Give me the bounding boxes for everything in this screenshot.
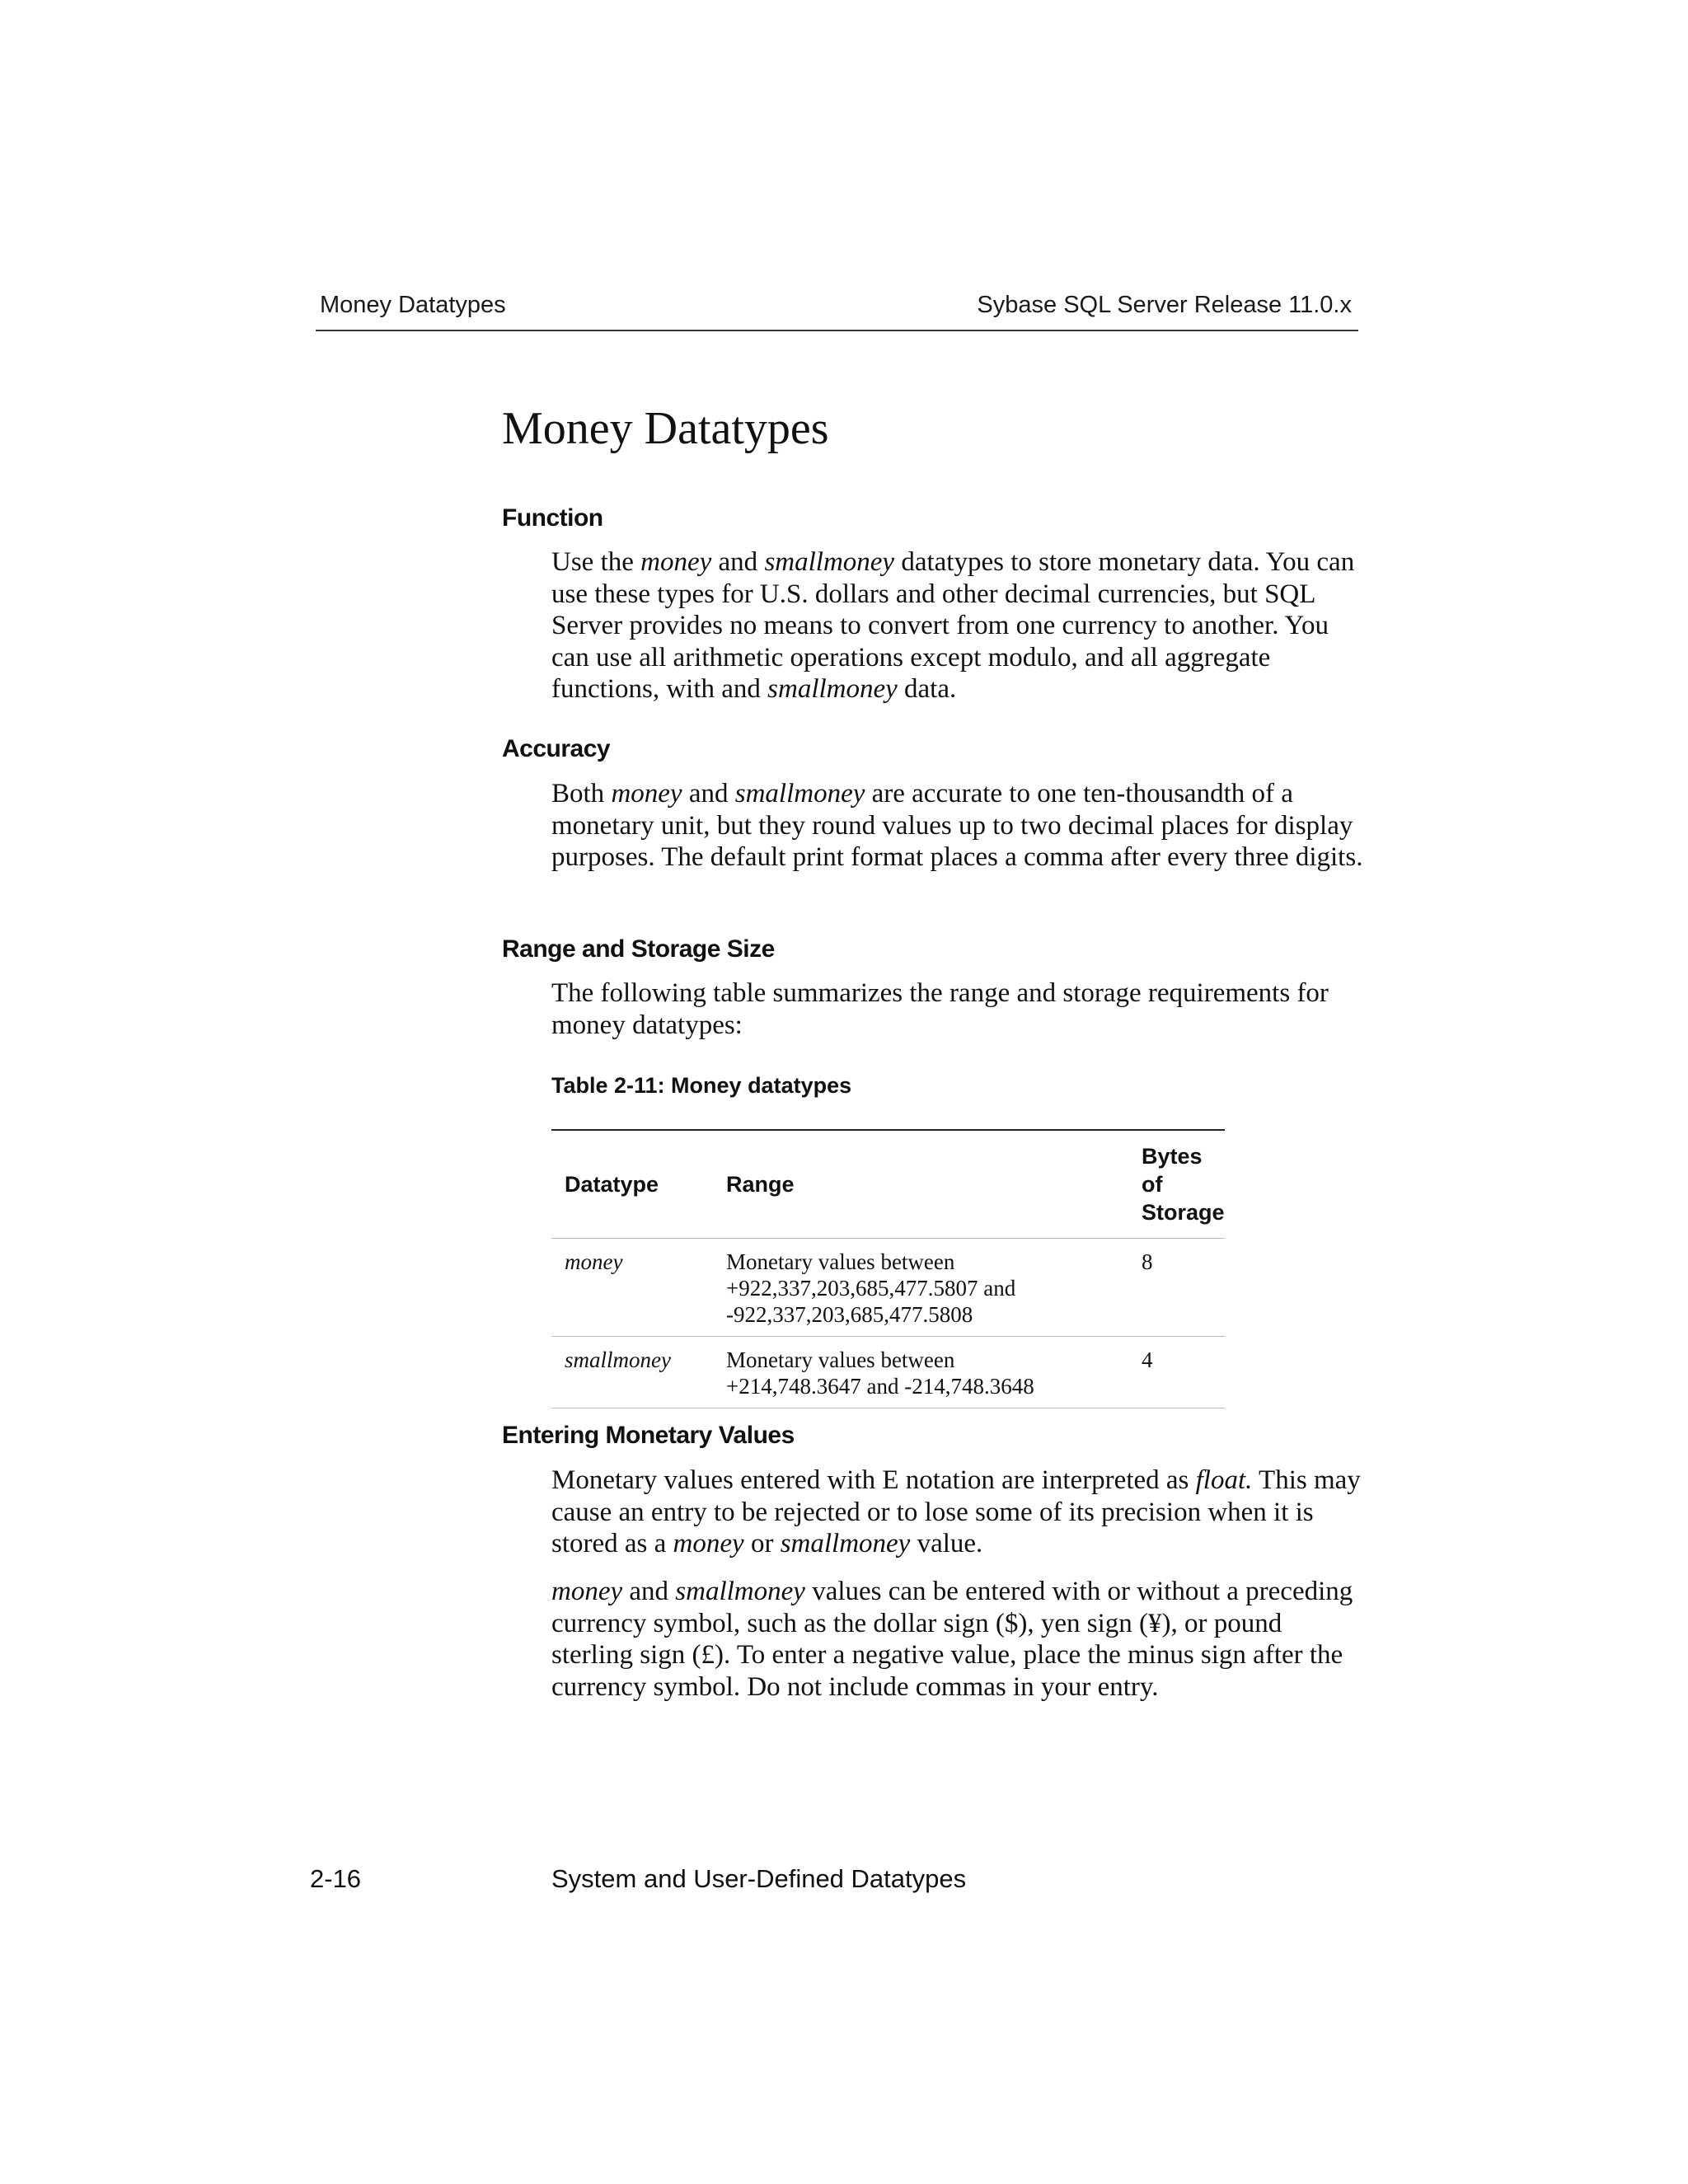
entering-paragraph-1: Monetary values entered with E notation are interpreted as float. This may cause an entry to be rejected or to lose some of its precision when it is stored as a money or smallmoney value. [551,1465,1361,1558]
money-datatypes-table [551,1129,1225,1408]
table-row [551,1239,1225,1337]
running-header [316,290,1358,331]
section-heading-entering-values: Entering Monetary Values [502,1422,795,1449]
cell-bytes: 8 [1142,1249,1153,1274]
cell-range: Monetary values between +214,748.3647 and -214,748.3648 [726,1347,1034,1399]
page-number: 2-16 [310,1864,362,1893]
section-heading-range-storage: Range and Storage Size [502,935,775,963]
column-header-range: Range [726,1172,795,1197]
header-product-release: Sybase SQL Server Release 11.0.x [977,292,1352,318]
page-title: Money Datatypes [502,403,829,454]
column-header-datatype: Datatype [565,1172,659,1197]
footer-chapter-title: System and User-Defined Datatypes [551,1864,967,1893]
cell-bytes: 4 [1142,1347,1153,1372]
table-row [551,1337,1225,1408]
table-header-row [551,1130,1225,1239]
section-heading-function: Function [502,504,603,532]
function-paragraph: Use the money and smallmoney datatypes to store monetary data. You can use these types for U.S. dollars and other decimal currencies, but SQL Server provides no means to convert from one currency to another. You can use all arithmetic operations except modulo, and all aggregate functions, with and smallmoney data. [551,547,1355,704]
table-caption: Table 2-11: Money datatypes [551,1073,852,1098]
header-section-title: Money Datatypes [320,292,506,318]
cell-range: Monetary values between +922,337,203,685,477.5807 and -922,337,203,685,477.5808 [726,1249,1016,1327]
column-header-bytes: Bytes of Storage [1142,1144,1225,1225]
entering-paragraph-2: money and smallmoney values can be entered with or without a preceding currency symbol, such as the dollar sign ($), yen sign (¥), or pound sterling sign (£). To enter a negative value, place the minus sign after the currency symbol. Do not include commas in your entry. [551,1577,1353,1702]
accuracy-paragraph: Both money and smallmoney are accurate to one ten-thousandth of a monetary unit, but they round values up to two decimal places for display purposes. The default print format places a comma after every three digits. [551,779,1363,872]
cell-datatype: smallmoney [565,1347,671,1372]
cell-datatype: money [565,1249,623,1274]
range-paragraph: The following table summarizes the range and storage requirements for money datatypes: [551,978,1329,1040]
section-heading-accuracy: Accuracy [502,735,611,762]
